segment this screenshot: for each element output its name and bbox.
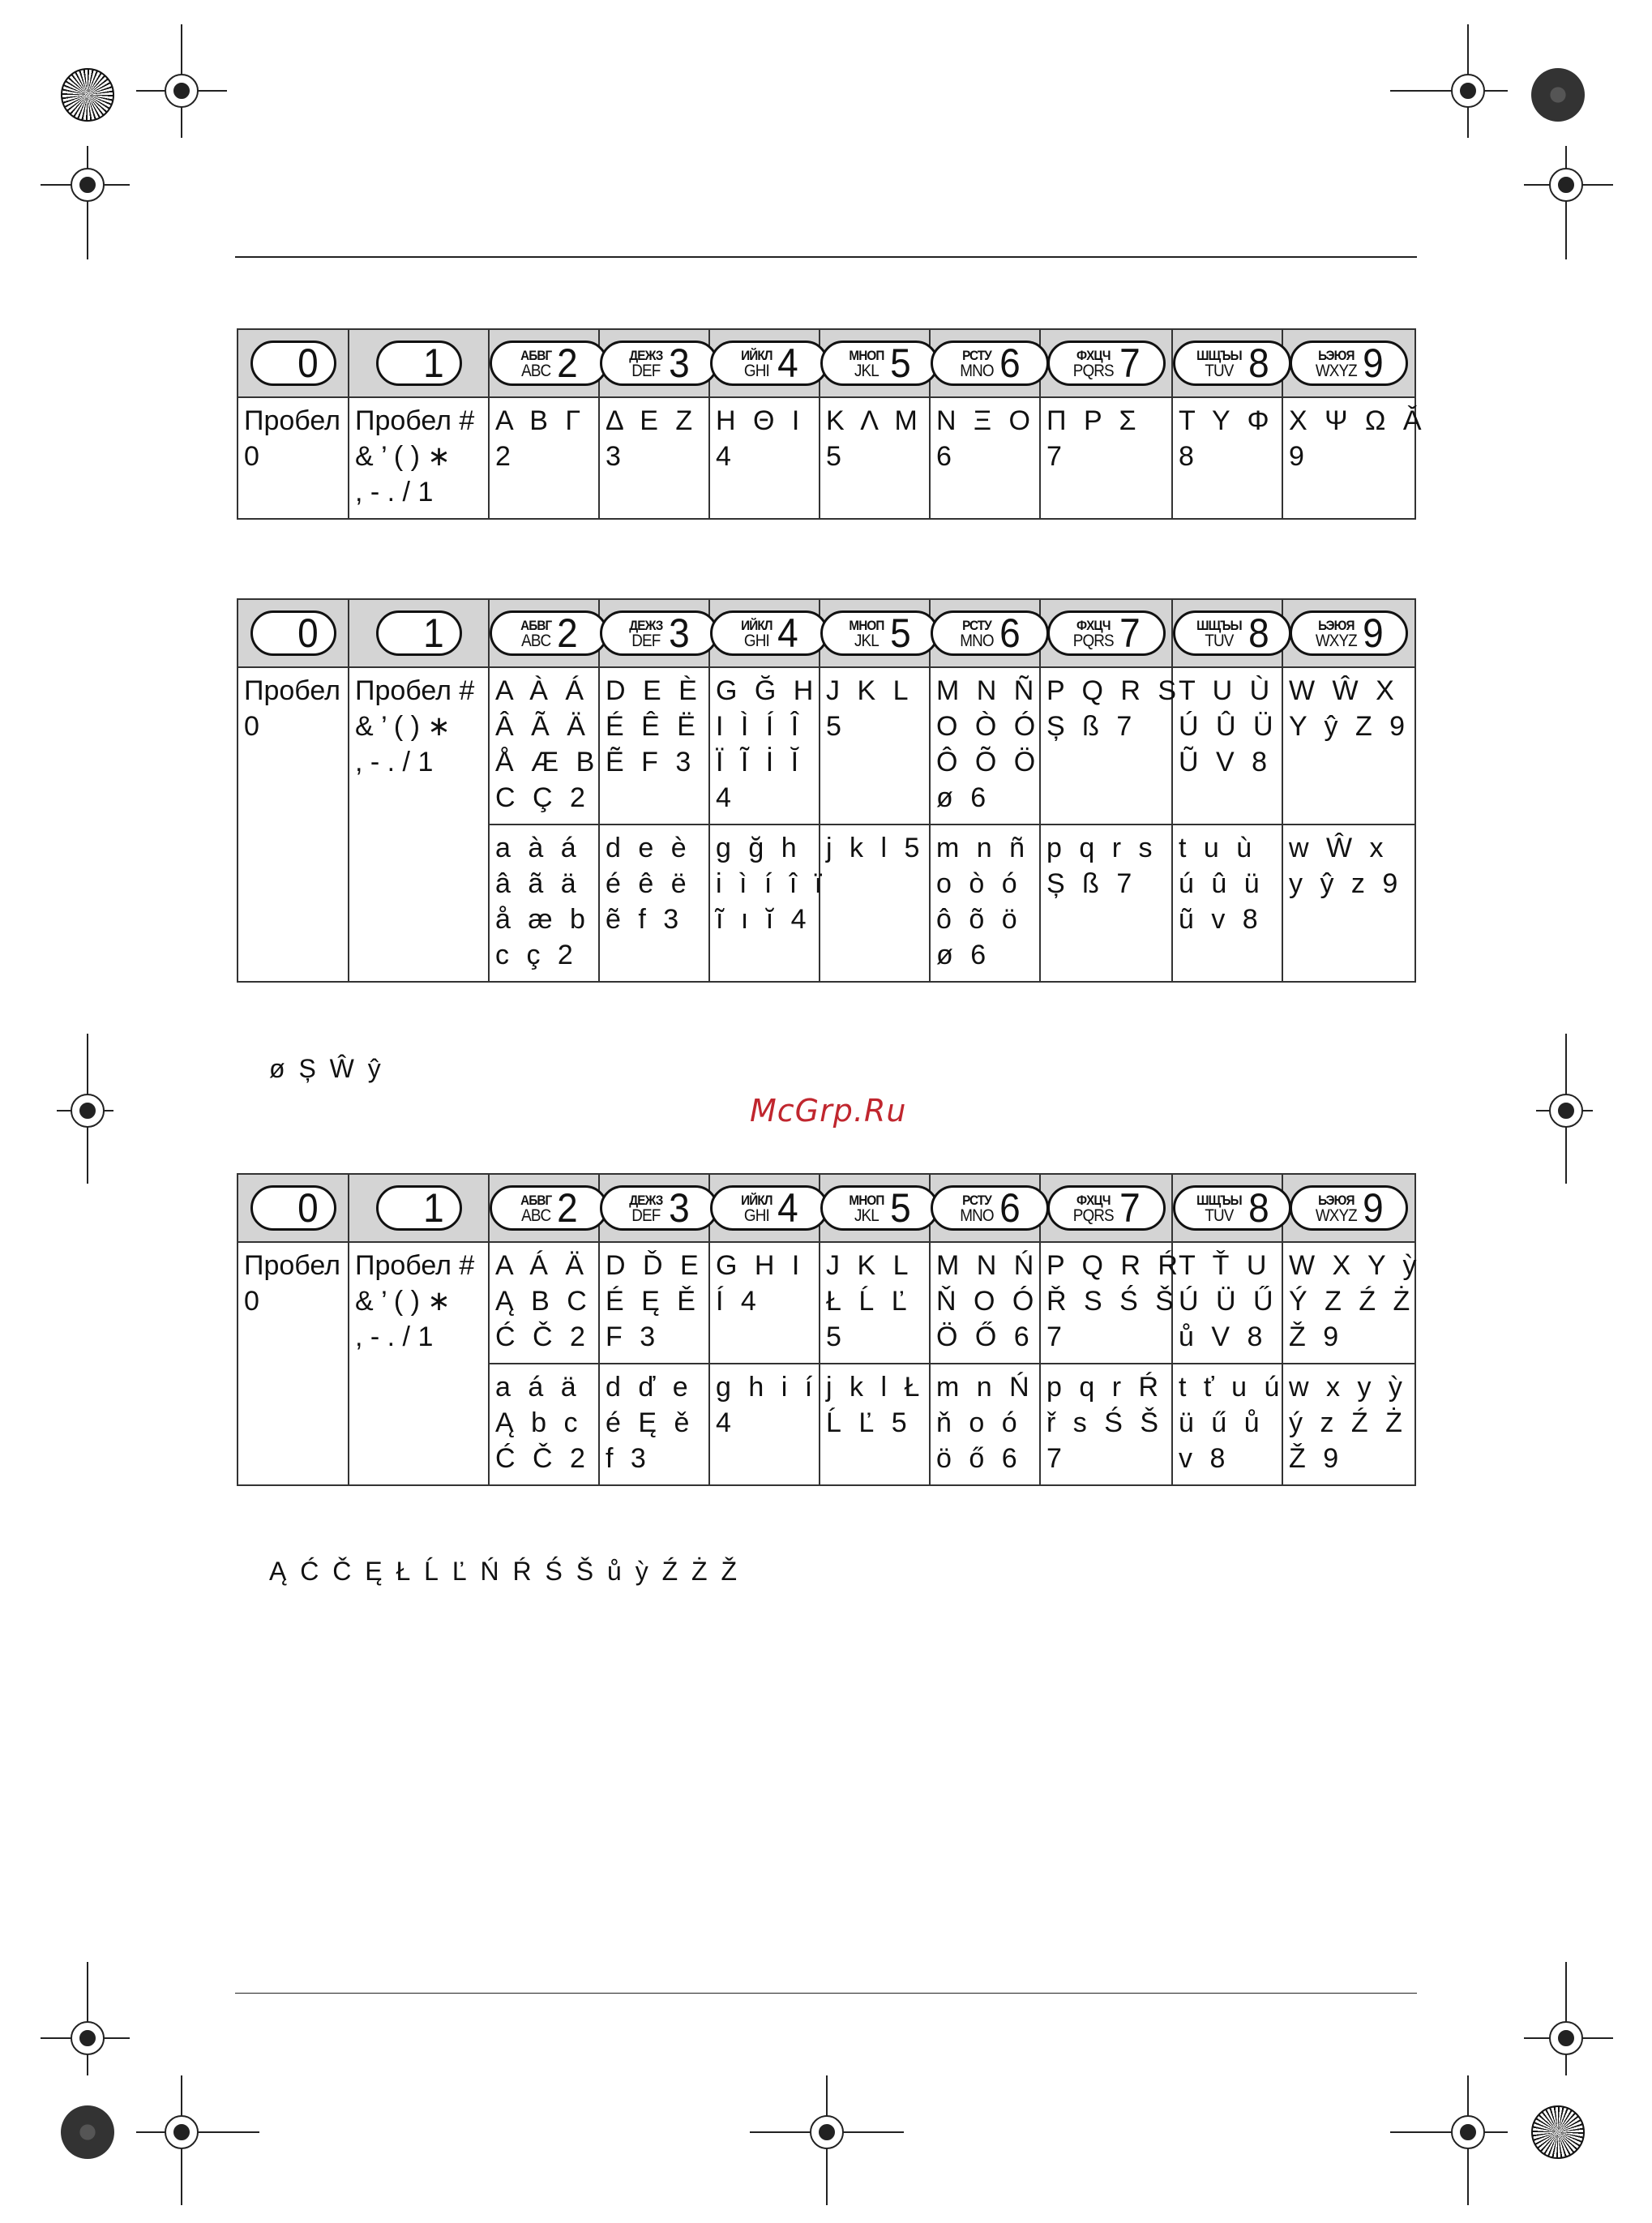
special-characters-note: ø Ș Ŵ ŷ — [269, 1054, 384, 1083]
key-letters — [741, 1193, 772, 1223]
table-row — [238, 1242, 1415, 1364]
keypad-key-1-icon — [376, 341, 462, 386]
char-cell-key-1: Пробел # & ’ ( ) ∗ , - . / 1 — [349, 667, 489, 982]
keypad-key-8-icon — [1173, 341, 1291, 386]
char-cell-key-7: p q r s Ș ß 7 — [1040, 825, 1172, 982]
char-cell-key-9: w Ŵ x y ŷ z 9 — [1282, 825, 1415, 982]
key-cyrillic-label: ДЕЖЗ — [629, 1193, 663, 1208]
keypad-key-5-icon — [820, 1185, 939, 1231]
char-cell-key-6: M N Ñ O Ò Ó Ô Õ Ö ø 6 — [930, 667, 1040, 825]
key-cyrillic-label: ИЙКЛ — [740, 348, 773, 363]
key-letters — [741, 618, 772, 649]
key-digit: 5 — [890, 610, 911, 656]
keypad-key-2-icon — [490, 1185, 608, 1231]
key-latin-label: ABC — [520, 362, 551, 380]
char-cell-key-4: Η Θ Ι 4 — [709, 397, 820, 519]
char-cell-key-9: W Ŵ X Y ŷ Z 9 — [1282, 667, 1415, 825]
key-letters — [850, 1193, 884, 1223]
key-letters — [630, 1193, 663, 1223]
key-letters — [850, 618, 884, 649]
latin-extended-character-table — [237, 598, 1416, 983]
key-digit: 4 — [777, 341, 799, 386]
key-latin-label: WXYZ — [1315, 362, 1357, 380]
key-digit: 4 — [777, 1185, 799, 1231]
key-latin-label: JKL — [854, 632, 879, 650]
char-cell-key-6: m n Ń ň o ó ö ő 6 — [930, 1364, 1040, 1485]
key-digit: 2 — [557, 1185, 578, 1231]
key-letters — [520, 618, 551, 649]
keypad-key-0-icon — [250, 341, 336, 386]
key-cell-7 — [1040, 329, 1172, 397]
key-cyrillic-label: ЬЭЮЯ — [1317, 1193, 1355, 1208]
key-letters — [520, 1193, 551, 1223]
key-header-row — [238, 1174, 1415, 1242]
key-cell-2 — [489, 1174, 599, 1242]
char-cell-key-4: G H I Í 4 — [709, 1242, 820, 1364]
key-digit: 0 — [297, 1185, 319, 1231]
keypad-key-1-icon — [376, 610, 462, 656]
key-cell-6 — [930, 329, 1040, 397]
key-digit: 0 — [297, 610, 319, 656]
char-cell-key-5: j k l 5 — [820, 825, 930, 982]
key-digit: 7 — [1119, 1185, 1141, 1231]
key-cell-1 — [349, 329, 489, 397]
key-letters — [1316, 1193, 1357, 1223]
key-latin-label: DEF — [631, 632, 661, 650]
key-letters — [1196, 1193, 1242, 1223]
char-cell-key-8: T Ť U Ú Ü Ű ů V 8 — [1172, 1242, 1282, 1364]
keypad-key-2-icon — [490, 610, 608, 656]
key-digit: 2 — [557, 341, 578, 386]
key-letters — [630, 348, 663, 379]
key-cyrillic-label: ШЩЪЫ — [1196, 618, 1242, 633]
key-cell-4 — [709, 329, 820, 397]
char-cell-key-5: Κ Λ Μ 5 — [820, 397, 930, 519]
keypad-key-9-icon — [1290, 610, 1408, 656]
keypad-key-2-icon — [490, 341, 608, 386]
char-cell-key-2: a á ä Ą b c Ć Č 2 — [489, 1364, 599, 1485]
key-digit: 5 — [890, 1185, 911, 1231]
key-letters — [1196, 348, 1242, 379]
key-digit: 6 — [999, 610, 1021, 656]
table-row — [238, 397, 1415, 519]
key-latin-label: WXYZ — [1315, 1206, 1357, 1225]
key-cyrillic-label: ЬЭЮЯ — [1317, 348, 1355, 363]
key-cell-0 — [238, 329, 349, 397]
char-cell-key-7: p q r Ŕ ř s Ś Š 7 — [1040, 1364, 1172, 1485]
char-cell-key-8: T U Ù Ú Û Ü Ũ V 8 — [1172, 667, 1282, 825]
key-cell-0 — [238, 1174, 349, 1242]
key-latin-label: JKL — [854, 1206, 879, 1225]
key-cell-2 — [489, 599, 599, 667]
key-cyrillic-label: МНОП — [849, 1193, 884, 1208]
key-digit: 6 — [999, 341, 1021, 386]
keypad-key-0-icon — [250, 610, 336, 656]
char-cell-key-6: m n ñ o ò ó ô õ ö ø 6 — [930, 825, 1040, 982]
key-cell-2 — [489, 329, 599, 397]
key-cyrillic-label: ЬЭЮЯ — [1317, 618, 1355, 633]
key-cyrillic-label: ИЙКЛ — [740, 618, 773, 633]
key-digit: 1 — [422, 610, 444, 656]
keypad-key-4-icon — [710, 341, 828, 386]
key-cell-5 — [820, 599, 930, 667]
key-latin-label: MNO — [960, 632, 994, 650]
key-cell-1 — [349, 599, 489, 667]
key-letters — [630, 618, 663, 649]
key-letters — [960, 348, 993, 379]
key-digit: 7 — [1119, 610, 1141, 656]
table-row — [238, 667, 1415, 825]
watermark: McGrp.Ru — [750, 1093, 907, 1129]
key-digit: 2 — [557, 610, 578, 656]
char-cell-key-9: w x y ỳ ý z Ź Ż Ž 9 — [1282, 1364, 1415, 1485]
key-digit: 1 — [422, 341, 444, 386]
key-cyrillic-label: МНОП — [849, 618, 884, 633]
char-cell-key-1: Пробел # & ’ ( ) ∗ , - . / 1 — [349, 1242, 489, 1485]
key-latin-label: TUV — [1205, 1206, 1234, 1225]
char-cell-key-2: A À Á Â Ã Ä Å Æ B C Ç 2 — [489, 667, 599, 825]
keypad-key-1-icon — [376, 1185, 462, 1231]
key-cyrillic-label: АБВГ — [520, 1193, 552, 1208]
key-letters — [1316, 618, 1357, 649]
keypad-key-8-icon — [1173, 1185, 1291, 1231]
keypad-key-6-icon — [931, 1185, 1049, 1231]
char-cell-key-7: P Q R Ŕ Ř S Ś Š 7 — [1040, 1242, 1172, 1364]
key-digit: 3 — [669, 610, 690, 656]
key-digit: 8 — [1248, 610, 1269, 656]
key-cell-9 — [1282, 1174, 1415, 1242]
key-digit: 5 — [890, 341, 911, 386]
key-latin-label: TUV — [1205, 362, 1234, 380]
key-digit: 0 — [297, 341, 319, 386]
key-cell-6 — [930, 1174, 1040, 1242]
key-cyrillic-label: ИЙКЛ — [740, 1193, 773, 1208]
footer-rule — [235, 1993, 1417, 1994]
key-cyrillic-label: МНОП — [849, 348, 884, 363]
key-letters — [1196, 618, 1242, 649]
key-digit: 6 — [999, 1185, 1021, 1231]
key-latin-label: DEF — [631, 1206, 661, 1225]
key-digit: 9 — [1363, 610, 1385, 656]
char-cell-key-4: G Ğ H I Ì Í Î Ï Ĩ İ Ĭ 4 — [709, 667, 820, 825]
key-cell-0 — [238, 599, 349, 667]
key-digit: 9 — [1363, 1185, 1385, 1231]
greek-character-table — [237, 328, 1427, 520]
key-latin-label: MNO — [960, 362, 994, 380]
keypad-key-5-icon — [820, 610, 939, 656]
char-cell-key-8: t u ù ú û ü ũ v 8 — [1172, 825, 1282, 982]
key-latin-label: GHI — [743, 1206, 769, 1225]
key-digit: 3 — [669, 341, 690, 386]
char-cell-key-3: D E È É Ê Ë Ẽ F 3 — [599, 667, 709, 825]
key-cell-7 — [1040, 599, 1172, 667]
key-cyrillic-label: ДЕЖЗ — [629, 348, 663, 363]
char-cell-key-0: Пробел 0 — [238, 397, 349, 519]
char-cell-key-7: Π Ρ Σ 7 — [1040, 397, 1172, 519]
key-header-row — [238, 599, 1415, 667]
keypad-key-3-icon — [600, 1185, 718, 1231]
keypad-key-7-icon — [1047, 610, 1166, 656]
char-cell-key-5: j k l Ł Ĺ Ľ 5 — [820, 1364, 930, 1485]
key-cyrillic-label: ШЩЪЫ — [1196, 348, 1242, 363]
key-letters — [850, 348, 884, 379]
key-letters — [1073, 348, 1114, 379]
char-cell-key-0: Пробел 0 — [238, 667, 349, 982]
key-cyrillic-label: РСТУ — [962, 618, 991, 633]
key-cyrillic-label: ФХЦЧ — [1076, 348, 1111, 363]
char-cell-key-5: J K L 5 — [820, 667, 930, 825]
char-cell-key-2: A Á Ä Ą B C Ć Č 2 — [489, 1242, 599, 1364]
char-cell-key-8: t ť u ú ü ű ů v 8 — [1172, 1364, 1282, 1485]
key-header-row — [238, 329, 1415, 397]
char-cell-key-3: D Ď E É Ę Ě F 3 — [599, 1242, 709, 1364]
key-cell-3 — [599, 1174, 709, 1242]
char-cell-key-6: Ν Ξ Ο 6 — [930, 397, 1040, 519]
key-latin-label: TUV — [1205, 632, 1234, 650]
key-letters — [960, 1193, 993, 1223]
keypad-key-9-icon — [1290, 341, 1408, 386]
key-cell-1 — [349, 1174, 489, 1242]
key-cyrillic-label: ДЕЖЗ — [629, 618, 663, 633]
special-characters-note: Ą Ć Č Ę Ł Ĺ Ľ Ń Ŕ Ś Š ů ỳ Ź Ż Ž — [269, 1557, 740, 1586]
key-latin-label: GHI — [743, 362, 769, 380]
keypad-key-4-icon — [710, 1185, 828, 1231]
header-rule — [235, 256, 1417, 258]
keypad-key-7-icon — [1047, 1185, 1166, 1231]
key-latin-label: ABC — [520, 632, 551, 650]
keypad-key-9-icon — [1290, 1185, 1408, 1231]
key-cell-3 — [599, 599, 709, 667]
key-digit: 8 — [1248, 1185, 1269, 1231]
key-cell-6 — [930, 599, 1040, 667]
key-cyrillic-label: ФХЦЧ — [1076, 1193, 1111, 1208]
keypad-key-3-icon — [600, 610, 718, 656]
keypad-key-4-icon — [710, 610, 828, 656]
keypad-key-0-icon — [250, 1185, 336, 1231]
key-cell-5 — [820, 329, 930, 397]
key-digit: 4 — [777, 610, 799, 656]
keypad-key-3-icon — [600, 341, 718, 386]
key-cell-9 — [1282, 329, 1415, 397]
central-european-character-table — [237, 1173, 1422, 1486]
keypad-key-8-icon — [1173, 610, 1291, 656]
char-cell-key-4: g h i í 4 — [709, 1364, 820, 1485]
key-latin-label: GHI — [743, 632, 769, 650]
key-cell-5 — [820, 1174, 930, 1242]
key-cell-4 — [709, 599, 820, 667]
key-letters — [741, 348, 772, 379]
char-cell-key-3: d ď e é Ę ě f 3 — [599, 1364, 709, 1485]
key-letters — [520, 348, 551, 379]
key-letters — [960, 618, 993, 649]
key-letters — [1073, 618, 1114, 649]
key-digit: 8 — [1248, 341, 1269, 386]
key-digit: 1 — [422, 1185, 444, 1231]
char-cell-key-1: Пробел # & ’ ( ) ∗ , - . / 1 — [349, 397, 489, 519]
char-cell-key-6: M N Ń Ň O Ó Ö Ő 6 — [930, 1242, 1040, 1364]
key-cell-8 — [1172, 599, 1282, 667]
char-cell-key-7: P Q R S Ș ß 7 — [1040, 667, 1172, 825]
char-cell-key-3: d e è é ê ë ẽ f 3 — [599, 825, 709, 982]
key-latin-label: PQRS — [1072, 362, 1114, 380]
key-cell-8 — [1172, 1174, 1282, 1242]
char-cell-key-3: Δ Ε Ζ 3 — [599, 397, 709, 519]
char-cell-key-4: g ğ h i ì í î ï ĩ ı ĭ 4 — [709, 825, 820, 982]
key-cyrillic-label: РСТУ — [962, 1193, 991, 1208]
key-cell-8 — [1172, 329, 1282, 397]
key-latin-label: PQRS — [1072, 1206, 1114, 1225]
char-cell-key-5: J K L Ł Ĺ Ľ 5 — [820, 1242, 930, 1364]
key-letters — [1316, 348, 1357, 379]
keypad-key-7-icon — [1047, 341, 1166, 386]
key-digit: 3 — [669, 1185, 690, 1231]
key-cyrillic-label: АБВГ — [520, 348, 552, 363]
key-latin-label: JKL — [854, 362, 879, 380]
key-latin-label: MNO — [960, 1206, 994, 1225]
keypad-key-6-icon — [931, 341, 1049, 386]
key-cell-7 — [1040, 1174, 1172, 1242]
char-cell-key-8: Τ Υ Φ 8 — [1172, 397, 1282, 519]
key-cell-4 — [709, 1174, 820, 1242]
key-cyrillic-label: АБВГ — [520, 618, 552, 633]
key-digit: 7 — [1119, 341, 1141, 386]
char-cell-key-2: Α Β Γ 2 — [489, 397, 599, 519]
key-cyrillic-label: РСТУ — [962, 348, 991, 363]
key-latin-label: WXYZ — [1315, 632, 1357, 650]
key-latin-label: DEF — [631, 362, 661, 380]
char-cell-key-2: a à á â ã ä å æ b c ç 2 — [489, 825, 599, 982]
key-digit: 9 — [1363, 341, 1385, 386]
key-latin-label: ABC — [520, 1206, 551, 1225]
keypad-key-5-icon — [820, 341, 939, 386]
key-cyrillic-label: ФХЦЧ — [1076, 618, 1111, 633]
key-cyrillic-label: ШЩЪЫ — [1196, 1193, 1242, 1208]
key-latin-label: PQRS — [1072, 632, 1114, 650]
keypad-key-6-icon — [931, 610, 1049, 656]
char-cell-key-9: W X Y ỳ Ý Z Ź Ż Ž 9 — [1282, 1242, 1415, 1364]
key-cell-9 — [1282, 599, 1415, 667]
key-letters — [1073, 1193, 1114, 1223]
key-cell-3 — [599, 329, 709, 397]
char-cell-key-9: Χ Ψ Ω Ǎ 9 — [1282, 397, 1415, 519]
char-cell-key-0: Пробел 0 — [238, 1242, 349, 1485]
